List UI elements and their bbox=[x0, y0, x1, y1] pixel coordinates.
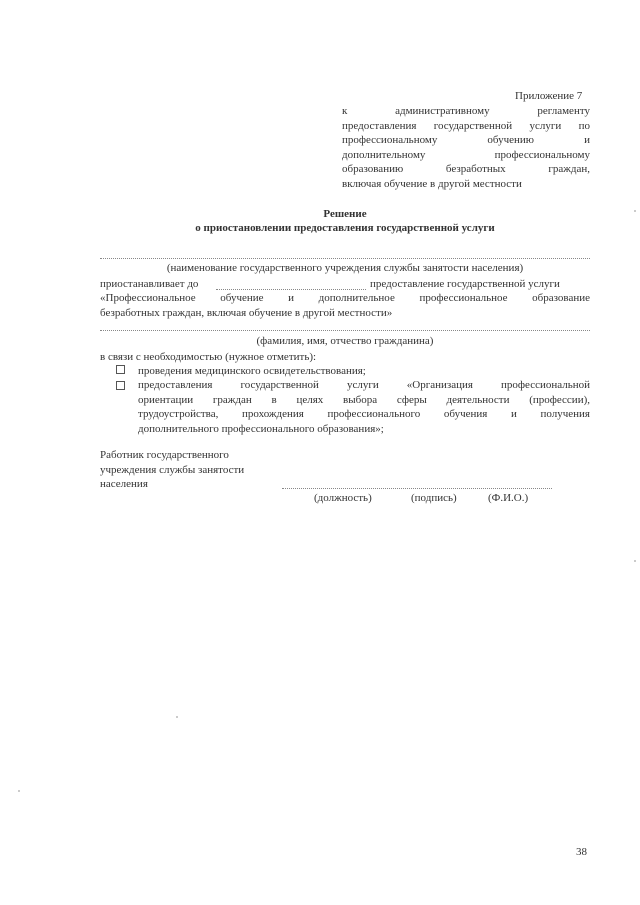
service-name-line: «Профессиональное обучение и дополнительное профессиональное образование bbox=[100, 292, 590, 304]
page-number: 38 bbox=[576, 846, 587, 858]
option-career-guidance bbox=[138, 378, 590, 436]
scan-speck bbox=[176, 716, 178, 718]
fio-caption: (Ф.И.О.) bbox=[488, 492, 529, 504]
option-line: трудоустройства, прохождения профессионального обучения и получения bbox=[138, 408, 590, 420]
appendix-line: дополнительному профессиональному bbox=[342, 148, 590, 161]
suspend-prefix: приостанавливает до bbox=[100, 278, 199, 290]
appendix-line: образованию безработных граждан, bbox=[342, 163, 590, 175]
appendix-line: профессиональному обучению и bbox=[342, 134, 590, 146]
agency-caption: (наименование государственного учреждения службы занятости населения) bbox=[166, 262, 524, 274]
signature-role-line: Работник государственного bbox=[100, 449, 229, 461]
signature-role bbox=[100, 448, 244, 492]
citizen-name-field bbox=[100, 330, 590, 331]
option-line: предоставления государственной услуги «Организация профессиональной bbox=[138, 379, 590, 391]
appendix-line: предоставления государственной услуги по bbox=[342, 119, 590, 132]
scan-speck bbox=[634, 210, 636, 212]
appendix-reference bbox=[342, 104, 590, 191]
scan-speck bbox=[18, 790, 20, 792]
suspend-date-field bbox=[216, 289, 366, 290]
signature-role-line: населения bbox=[100, 478, 148, 490]
option-checkbox[interactable] bbox=[116, 364, 125, 378]
service-name bbox=[100, 291, 590, 320]
citizen-caption: (фамилия, имя, отчество гражданина) bbox=[256, 335, 434, 347]
appendix-line: включая обучение в другой местности bbox=[342, 177, 522, 190]
option-line: дополнительного профессионального образования»; bbox=[138, 422, 384, 435]
agency-name-field bbox=[100, 258, 590, 259]
service-name-line: безработных граждан, включая обучение в другой местности» bbox=[100, 306, 393, 319]
appendix-line: к административному регламенту bbox=[342, 105, 590, 117]
option-checkbox[interactable] bbox=[116, 380, 125, 394]
scan-speck bbox=[634, 560, 636, 562]
reason-intro: в связи с необходимостью (нужное отметить): bbox=[100, 351, 317, 363]
option-line: ориентации граждан в целях выбора сферы деятельности (профессии), bbox=[138, 393, 590, 406]
document-title: Решение bbox=[323, 208, 367, 220]
option-medical-label: проведения медицинского освидетельствования; bbox=[138, 365, 366, 377]
signature-field bbox=[282, 488, 552, 489]
suspend-suffix: предоставление государственной услуги bbox=[370, 278, 560, 290]
sign-caption: (подпись) bbox=[411, 492, 457, 504]
document-subtitle: о приостановлении предоставления государственной услуги bbox=[195, 222, 495, 234]
signature-role-line: учреждения службы занятости bbox=[100, 463, 245, 476]
position-caption: (должность) bbox=[314, 492, 372, 504]
appendix-title: Приложение 7 bbox=[515, 90, 583, 102]
